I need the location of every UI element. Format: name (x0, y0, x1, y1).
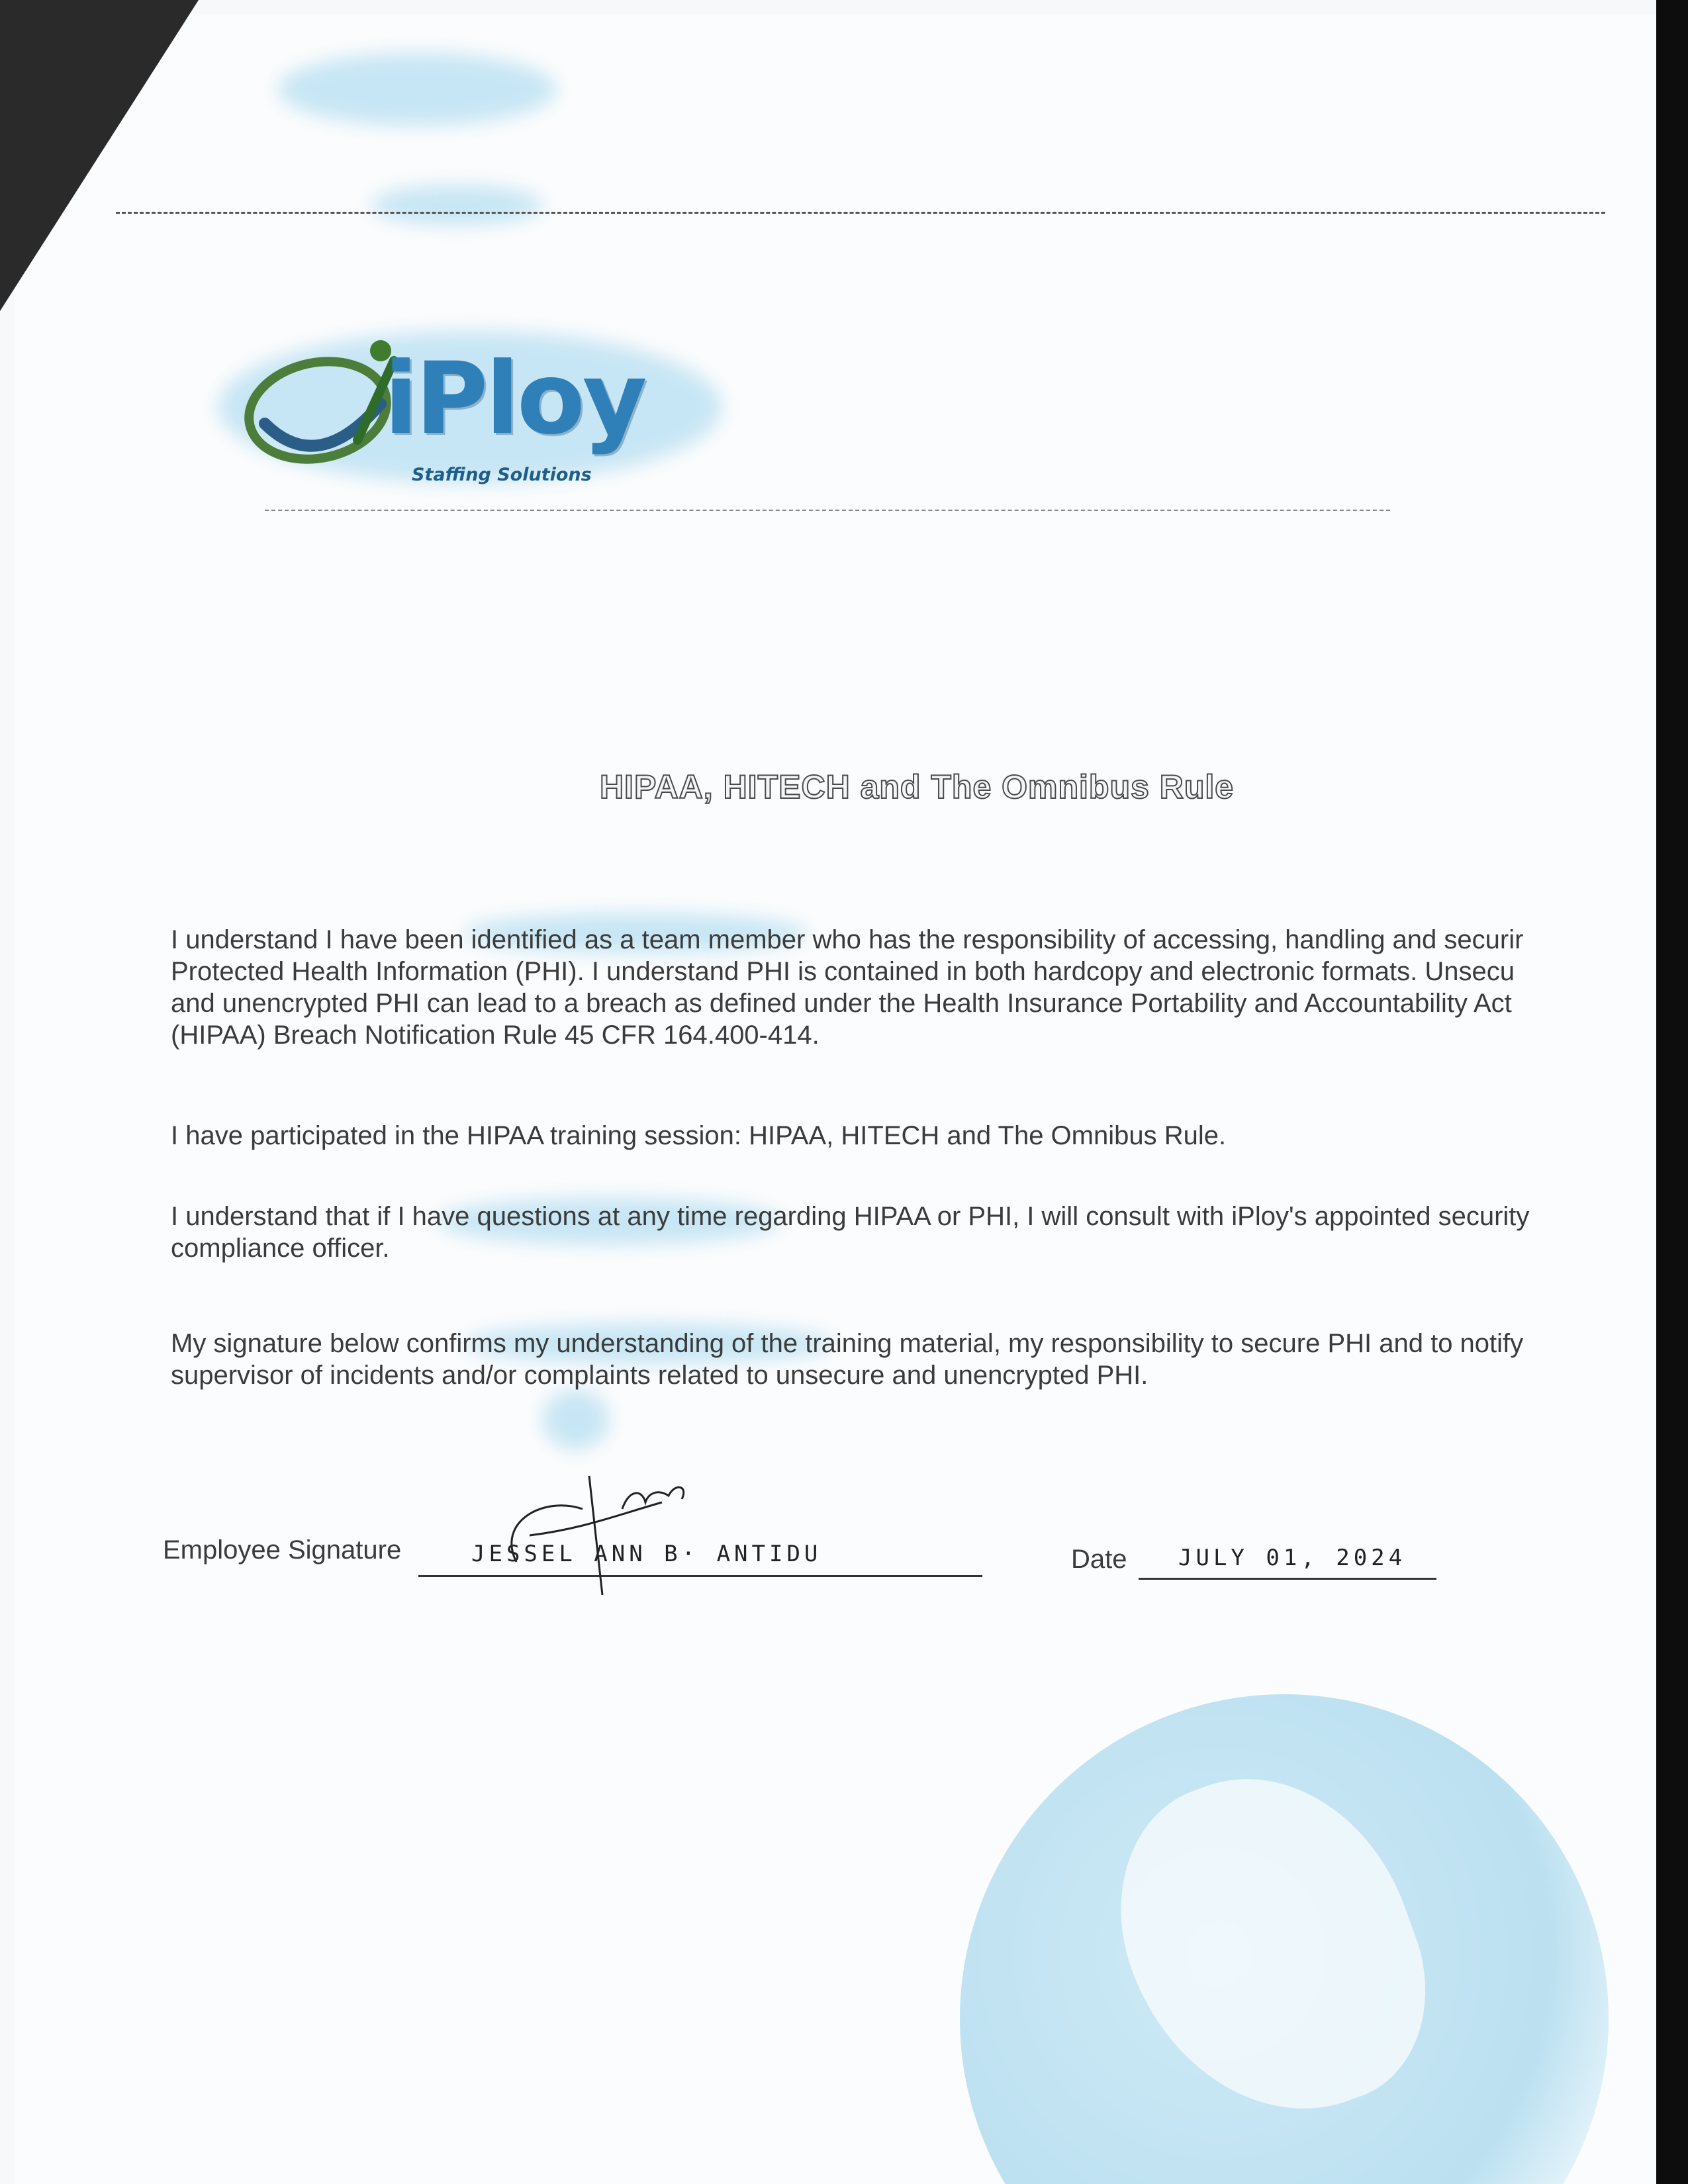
ink-blot (371, 185, 543, 225)
paragraph-phi-responsibility: I understand I have been identified as a team member who has the responsibility of accessing, handling and securir Protected Health Information (PHI). I understand PHI is contained in both hardcopy and electronic formats. Unsecu and unencrypted PHI can lead to a breach as defined under the Health Insurance Portability and Accountability Act (HIPAA) Breach Notification Rule 45 CFR 164.400-414. (171, 925, 1524, 1050)
header-rule (116, 212, 1605, 214)
employee-name-handwritten: JESSEL ANN B· ANTIDU (471, 1541, 822, 1567)
header-rule-dotted (265, 510, 1390, 511)
date-label: Date (1071, 1545, 1127, 1574)
scan-shadow-corner (0, 0, 199, 311)
ink-blot (543, 1390, 609, 1449)
logo-swoosh-icon (238, 324, 404, 483)
paragraph-training-session: I have participated in the HIPAA training session: HIPAA, HITECH and The Omnibus Rule. (171, 1121, 1227, 1150)
scan-edge (1656, 0, 1688, 2184)
paragraph-signature-confirmation: My signature below confirms my understanding of the training material, my responsibility to secure PHI and to notify supervisor of incidents and/or complaints related to unsecure and unencrypted PHI. (171, 1329, 1524, 1390)
paragraph-compliance-officer: I understand that if I have questions at any time regarding HIPAA or PHI, I will consult with iPloy's appointed security compliance officer. (171, 1202, 1530, 1263)
logo-tagline: Staffing Solutions (412, 465, 592, 485)
date-line (1139, 1578, 1436, 1580)
signature-date-handwritten: JULY 01, 2024 (1178, 1545, 1407, 1571)
ink-blot (278, 53, 556, 126)
employee-signature-label: Employee Signature (163, 1535, 402, 1565)
handwritten-signature-icon (490, 1463, 702, 1608)
company-logo (238, 318, 715, 496)
document-title: HIPAA, HITECH and The Omnibus Rule (599, 768, 1235, 805)
logo-wordmark: iPloy (384, 341, 645, 457)
